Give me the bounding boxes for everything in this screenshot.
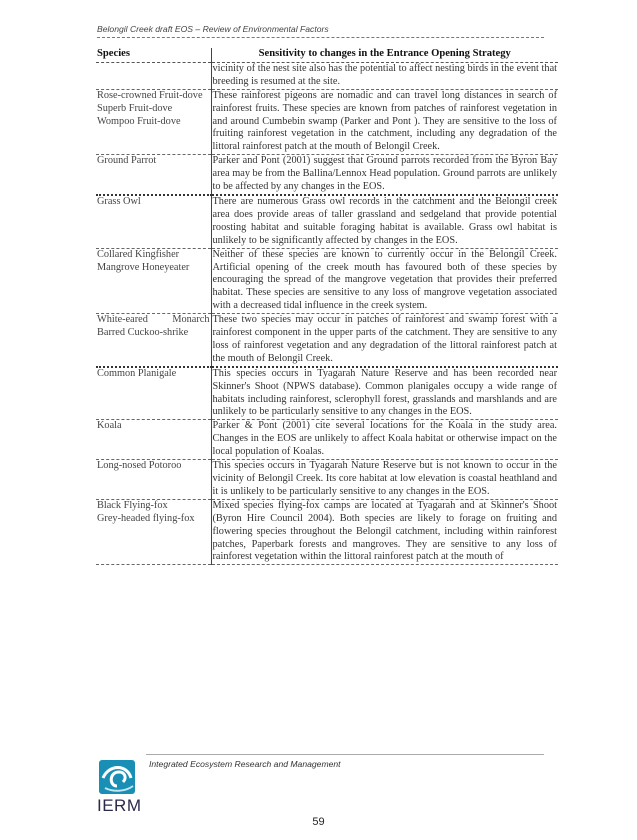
species-cell bbox=[96, 62, 211, 89]
table-row bbox=[96, 89, 558, 155]
species-name: Black Flying-fox bbox=[97, 499, 168, 511]
sensitivity-cell: Neither of these species are known to currently occur in the Belongil Creek. Artificial opening of the creek mouth has favoured both of these species by encouraging the spread of the mangrove vegetation that provides their preferred habitat. These species are sensitive to any loss of mangrove vegetation associated with a decreased tidal influence in the creek system. bbox=[211, 248, 558, 314]
document-header: Belongil Creek draft EOS – Review of Environmental Factors bbox=[97, 24, 329, 34]
species-cell bbox=[96, 89, 211, 155]
species-name: Common Planigale bbox=[97, 367, 177, 379]
species-cell bbox=[96, 195, 211, 248]
species-name: Long-nosed Potoroo bbox=[97, 460, 182, 472]
table-row bbox=[96, 62, 558, 89]
species-cell bbox=[96, 367, 211, 420]
species-name: Rose-crowned Fruit-dove bbox=[97, 89, 203, 101]
species-sensitivity-table bbox=[96, 48, 558, 565]
footer-organization: Integrated Ecosystem Research and Management bbox=[149, 759, 341, 769]
table-row bbox=[96, 460, 558, 500]
page-number: 59 bbox=[312, 816, 325, 828]
sensitivity-cell: Mixed species flying-fox camps are located at Tyagarah and at Skinner's Shoot (Byron Hire Council 2004). Both species are likely to forage on fruiting and flowering species throughout the Belongil catchment, including within rainforest patches, Paperbark forests and mangroves. They are sensitive to any loss of rainforest vegetation within the littoral rainforest patch at the mouth of bbox=[211, 499, 558, 565]
table-row bbox=[96, 314, 558, 367]
species-name: Mangrove Honeyeater bbox=[97, 261, 190, 273]
species-name: Koala bbox=[97, 420, 122, 432]
footer-divider bbox=[146, 754, 544, 755]
species-cell bbox=[96, 314, 211, 367]
sensitivity-cell: These rainforest pigeons are nomadic and can travel long distances in search of rainforest fruits. These species are known from patches of rainforest vegetation in and around Cumbebin swamp (Parker and Pont ). They are sensitive to the loss of fruiting rainforest vegetation in the catchment, including any degradation of the littoral rainforest patch at the mouth of Belongil Creek. bbox=[211, 89, 558, 155]
header-divider bbox=[97, 37, 544, 38]
sensitivity-cell: These two species may occur in patches of rainforest and swamp forest with a rainforest component in the upper parts of the catchment. They are sensitive to any loss of rainforest vegetation and any degradation of the littoral rainforest patch at the mouth of Belongil Creek. bbox=[211, 314, 558, 367]
sensitivity-cell: vicinity of the nest site also has the potential to affect nesting birds in the event that breeding is resumed at the site. bbox=[211, 62, 558, 89]
table-row bbox=[96, 367, 558, 420]
species-cell bbox=[96, 155, 211, 195]
species-cell bbox=[96, 460, 211, 500]
species-name: Grey-headed flying-fox bbox=[97, 512, 195, 524]
sensitivity-cell: Parker and Pont (2001) suggest that Ground parrots recorded from the Byron Bay area may be from the Ballina/Lennox Head population. Ground parrots are unlikely to be affected by any changes in the EOS. bbox=[211, 155, 558, 195]
column-header-sensitivity: Sensitivity to changes in the Entrance Opening Strategy bbox=[211, 48, 558, 62]
species-name: Grass Owl bbox=[97, 195, 141, 207]
species-name: Wompoo Fruit-dove bbox=[97, 115, 181, 127]
species-name: Superb Fruit-dove bbox=[97, 102, 173, 114]
sensitivity-cell: There are numerous Grass owl records in the catchment and the Belongil creek area does provide areas of taller grassland and sedgeland that provide potential roosting habitat and suitable foraging habitat is available. Grass owl habitat is unlikely to be significantly affected by changes in the EOS. bbox=[211, 195, 558, 248]
table-row bbox=[96, 499, 558, 565]
sensitivity-cell: This species occurs in Tyagarah Nature Reserve and has been recorded near Skinner's Shoot (NPWS database). Common planigales occupy a wide range of habitats including rainforest, sclerophyll forest, grasslands and marshlands and are unlikely to be particularly sensitive to any changes in the EOS. bbox=[211, 367, 558, 420]
column-header-species: Species bbox=[96, 48, 211, 62]
species-cell bbox=[96, 420, 211, 460]
species-name: Ground Parrot bbox=[97, 155, 157, 167]
sensitivity-cell: Parker & Pont (2001) cite several locations for the Koala in the study area. Changes in the EOS are unlikely to affect Koala habitat or otherwise impact on the local population of Koalas. bbox=[211, 420, 558, 460]
table-row bbox=[96, 420, 558, 460]
species-cell bbox=[96, 499, 211, 565]
species-name: Collared Kingfisher bbox=[97, 248, 180, 260]
table-row bbox=[96, 248, 558, 314]
table-row bbox=[96, 195, 558, 248]
sensitivity-cell: This species occurs in Tyagarah Nature Reserve but is not known to occur in the vicinity of Belongil Creek. Its core habitat at low elevation is coastal heathland and it is unlikely to be particularly sensitive to any changes in the EOS. bbox=[211, 460, 558, 500]
logo-text: IERM bbox=[97, 796, 142, 815]
table-row bbox=[96, 155, 558, 195]
species-cell bbox=[96, 248, 211, 314]
species-name: White-eared Monarch Barred Cuckoo-shrike bbox=[97, 314, 210, 339]
